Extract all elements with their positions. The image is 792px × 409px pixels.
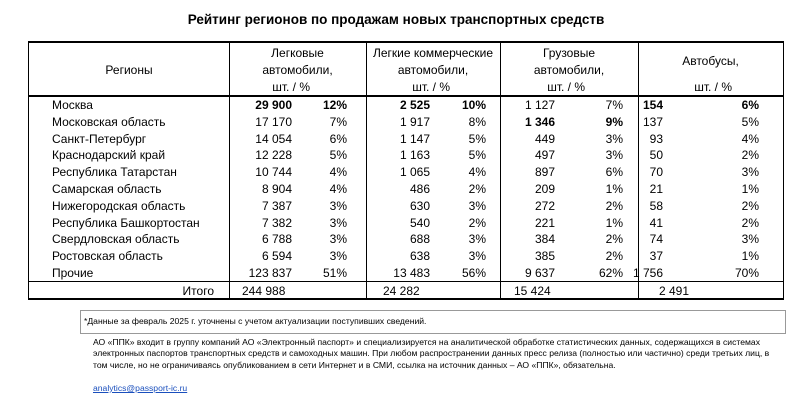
cell-buses-pct: 4% bbox=[741, 131, 759, 146]
total-trucks: 15 424 bbox=[514, 284, 551, 298]
header-buses-unit: шт. / % bbox=[694, 80, 732, 94]
cell-buses: 1 756 bbox=[632, 266, 663, 280]
header-lcv-line2: автомобили, bbox=[397, 63, 469, 77]
cell-region: Санкт-Петербург bbox=[52, 131, 147, 146]
cell-lcv: 638 bbox=[409, 249, 430, 264]
cell-region: Московская область bbox=[52, 114, 166, 129]
cell-cars: 12 228 bbox=[255, 148, 292, 163]
cell-lcv-pct: 10% bbox=[461, 98, 486, 112]
col-rule bbox=[783, 41, 784, 300]
cell-cars-pct: 6% bbox=[329, 131, 347, 146]
cell-cars: 123 837 bbox=[248, 266, 292, 280]
cell-buses-pct: 6% bbox=[741, 98, 759, 112]
cell-lcv: 540 bbox=[409, 215, 430, 230]
cell-trucks-pct: 2% bbox=[605, 249, 623, 264]
cell-trucks-pct: 3% bbox=[605, 131, 623, 146]
cell-trucks: 1 127 bbox=[524, 98, 555, 112]
header-trucks-line2: автомобили, bbox=[533, 63, 605, 77]
cell-cars: 8 904 bbox=[261, 182, 292, 196]
cell-lcv-pct: 5% bbox=[468, 148, 486, 163]
cell-lcv-pct: 5% bbox=[468, 131, 486, 146]
cell-cars-pct: 3% bbox=[329, 232, 347, 247]
header-cars-unit: шт. / % bbox=[272, 80, 310, 94]
cell-trucks: 272 bbox=[534, 198, 555, 213]
cell-lcv-pct: 2% bbox=[468, 215, 486, 230]
cell-trucks-pct: 1% bbox=[605, 182, 623, 196]
cell-cars: 10 744 bbox=[255, 165, 292, 180]
cell-buses-pct: 2% bbox=[741, 215, 759, 230]
cell-cars-pct: 5% bbox=[329, 148, 347, 163]
cell-trucks-pct: 9% bbox=[605, 114, 623, 129]
contact-email-link[interactable]: analytics@passport-ic.ru bbox=[93, 383, 188, 393]
total-top-rule bbox=[28, 281, 784, 282]
total-cars: 244 988 bbox=[242, 284, 286, 298]
cell-region: Краснодарский край bbox=[52, 148, 166, 163]
cell-buses: 93 bbox=[649, 131, 663, 146]
cell-trucks: 897 bbox=[534, 165, 555, 180]
cell-cars-pct: 7% bbox=[329, 114, 347, 129]
cell-region: Республика Татарстан bbox=[52, 165, 177, 180]
cell-trucks: 209 bbox=[534, 182, 555, 196]
cell-trucks-pct: 3% bbox=[605, 148, 623, 163]
cell-trucks: 385 bbox=[534, 249, 555, 264]
cell-lcv: 688 bbox=[409, 232, 430, 247]
header-top-rule bbox=[28, 41, 784, 43]
cell-buses: 37 bbox=[649, 249, 663, 264]
cell-trucks: 221 bbox=[534, 215, 555, 230]
cell-trucks-pct: 62% bbox=[598, 266, 623, 280]
cell-region: Ростовская область bbox=[52, 249, 163, 264]
cell-buses-pct: 5% bbox=[741, 114, 759, 129]
cell-lcv: 630 bbox=[409, 198, 430, 213]
cell-buses: 41 bbox=[649, 215, 663, 230]
header-lcv-unit: шт. / % bbox=[412, 80, 450, 94]
header-lcv-line1: Легкие коммерческие bbox=[372, 46, 494, 60]
header-buses-line1: Автобусы, bbox=[682, 54, 739, 68]
cell-cars-pct: 3% bbox=[329, 215, 347, 230]
header-cars-line1: Легковые bbox=[271, 46, 324, 60]
col-rule bbox=[28, 41, 29, 300]
cell-lcv: 2 525 bbox=[399, 98, 430, 112]
cell-cars: 7 387 bbox=[261, 198, 292, 213]
cell-buses-pct: 2% bbox=[741, 198, 759, 213]
cell-buses-pct: 1% bbox=[741, 249, 759, 264]
table-title: Рейтинг регионов по продажам новых транспортных средств bbox=[187, 12, 605, 27]
cell-region: Прочие bbox=[52, 266, 94, 280]
cell-lcv: 1 917 bbox=[399, 114, 430, 129]
cell-trucks: 497 bbox=[534, 148, 555, 163]
total-buses: 2 491 bbox=[659, 284, 690, 298]
cell-lcv: 13 483 bbox=[393, 266, 430, 280]
cell-cars: 29 900 bbox=[255, 98, 292, 112]
cell-cars: 7 382 bbox=[261, 215, 292, 230]
cell-lcv-pct: 4% bbox=[468, 165, 486, 180]
cell-buses: 58 bbox=[649, 198, 663, 213]
cell-lcv: 1 147 bbox=[399, 131, 430, 146]
cell-trucks: 1 346 bbox=[524, 114, 555, 129]
cell-cars-pct: 4% bbox=[329, 165, 347, 180]
cell-buses-pct: 2% bbox=[741, 148, 759, 163]
cell-trucks-pct: 1% bbox=[605, 215, 623, 230]
cell-trucks-pct: 2% bbox=[605, 198, 623, 213]
cell-region: Москва bbox=[52, 98, 93, 112]
cell-buses: 137 bbox=[642, 114, 663, 129]
header-trucks-line1: Грузовые bbox=[542, 46, 596, 60]
cell-trucks: 384 bbox=[534, 232, 555, 247]
cell-lcv-pct: 3% bbox=[468, 198, 486, 213]
cell-buses-pct: 3% bbox=[741, 165, 759, 180]
cell-cars: 6 788 bbox=[261, 232, 292, 247]
header-regions: Регионы bbox=[105, 63, 153, 77]
cell-trucks: 9 637 bbox=[524, 266, 555, 280]
cell-trucks-pct: 7% bbox=[605, 98, 623, 112]
cell-cars-pct: 4% bbox=[329, 182, 347, 196]
cell-buses: 154 bbox=[642, 98, 663, 112]
cell-buses-pct: 3% bbox=[741, 232, 759, 247]
cell-cars-pct: 51% bbox=[322, 266, 347, 280]
header-trucks-unit: шт. / % bbox=[547, 80, 585, 94]
total-label: Итого bbox=[182, 284, 214, 298]
cell-region: Республика Башкортостан bbox=[52, 215, 200, 230]
cell-region: Нижегородская область bbox=[52, 198, 186, 213]
cell-cars: 14 054 bbox=[255, 131, 292, 146]
cell-lcv: 1 163 bbox=[399, 148, 430, 163]
cell-region: Свердловская область bbox=[52, 232, 180, 247]
cell-cars: 6 594 bbox=[261, 249, 292, 264]
disclaimer-note: АО «ППК» входит в группу компаний АО «Электронный паспорт» и специализируется на аналитической обработке статистических данных, содержащихся в системах электронных паспортов транспортных средств и самоходных машин. При любом распространении данных пресс релиза (полностью или частично) среди третьих лиц, в том числе, но не ограничиваясь опубликованием в сети Интернет и в СМИ, ссылка на источник данных – АО «ППК», обязательна. bbox=[93, 337, 770, 370]
cell-cars: 17 170 bbox=[255, 114, 292, 129]
cell-buses: 70 bbox=[649, 165, 663, 180]
cell-buses: 50 bbox=[649, 148, 663, 163]
cell-region: Самарская область bbox=[52, 182, 162, 196]
cell-buses-pct: 70% bbox=[734, 266, 759, 280]
cell-cars-pct: 3% bbox=[329, 249, 347, 264]
cell-lcv: 1 065 bbox=[399, 165, 430, 180]
footnote: *Данные за февраль 2025 г. уточнены с учетом актуализации поступивших сведений. bbox=[84, 316, 427, 326]
cell-cars-pct: 3% bbox=[329, 198, 347, 213]
cell-lcv-pct: 3% bbox=[468, 249, 486, 264]
cell-lcv: 486 bbox=[409, 182, 430, 196]
cell-trucks-pct: 2% bbox=[605, 232, 623, 247]
cell-lcv-pct: 2% bbox=[468, 182, 486, 196]
cell-lcv-pct: 56% bbox=[461, 266, 486, 280]
cell-lcv-pct: 3% bbox=[468, 232, 486, 247]
cell-trucks-pct: 6% bbox=[605, 165, 623, 180]
cell-buses: 21 bbox=[649, 182, 663, 196]
cell-buses: 74 bbox=[649, 232, 663, 247]
total-lcv: 24 282 bbox=[383, 284, 420, 298]
cell-cars-pct: 12% bbox=[322, 98, 347, 112]
header-cars-line2: автомобили, bbox=[262, 63, 333, 77]
cell-trucks: 449 bbox=[534, 131, 555, 146]
cell-buses-pct: 1% bbox=[741, 182, 759, 196]
cell-lcv-pct: 8% bbox=[468, 114, 486, 129]
